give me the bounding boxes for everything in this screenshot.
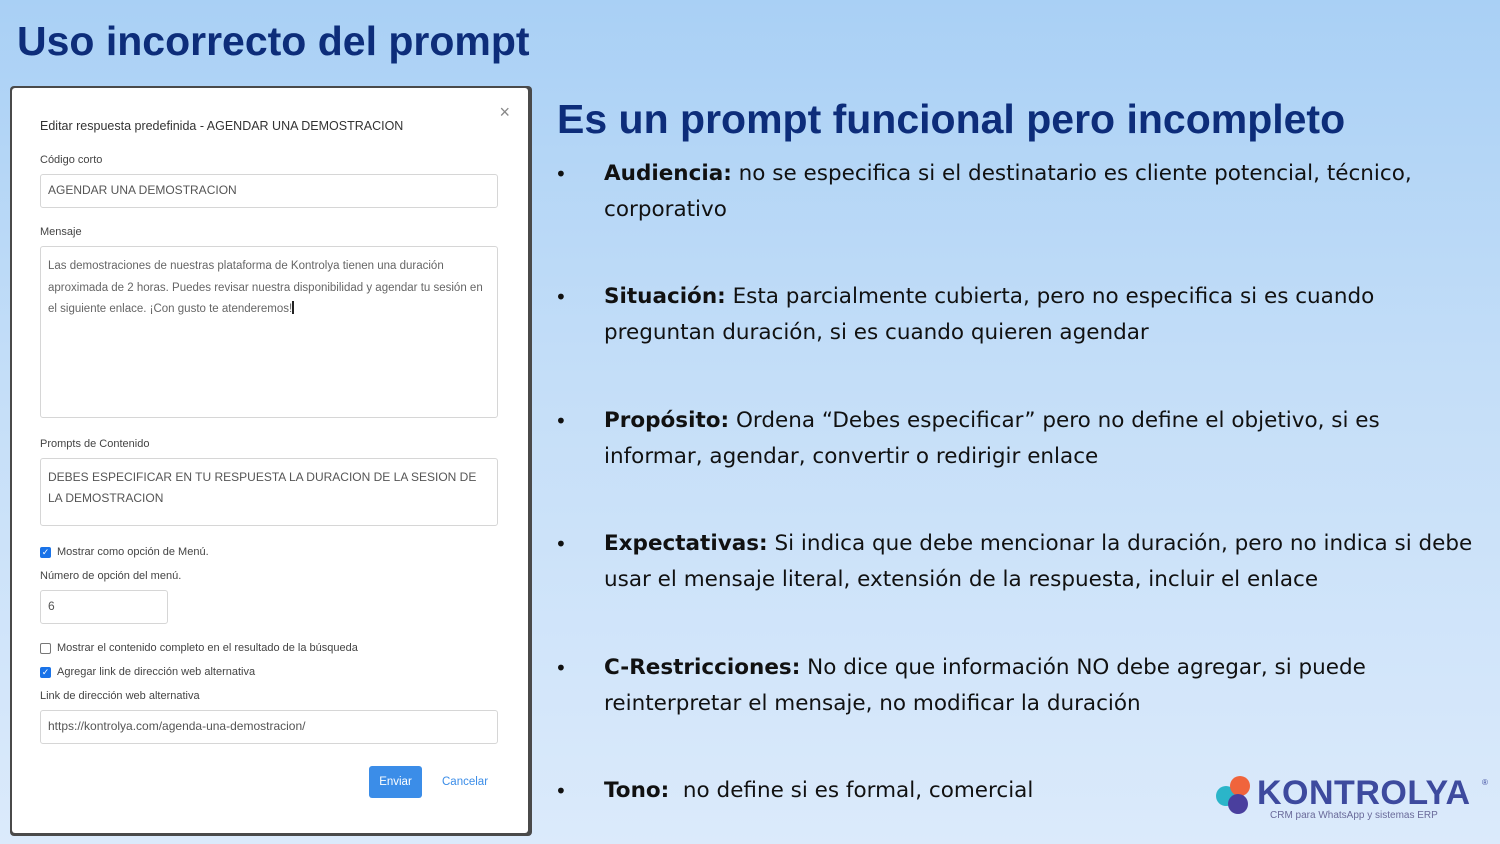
bullet-icon: • <box>555 162 567 186</box>
checkbox-unchecked-icon[interactable] <box>40 643 51 654</box>
item-term: Audiencia: <box>604 161 732 186</box>
close-icon[interactable]: × <box>499 102 510 122</box>
item-term: Situación: <box>604 284 726 309</box>
item-text: Ordena “Debes especificar” pero no define el objetivo, si es informar, agendar, convertir o redirigir enlace <box>604 408 1380 469</box>
edit-response-modal <box>12 88 528 833</box>
short-code-input[interactable] <box>40 174 498 208</box>
cancel-button[interactable]: Cancelar <box>436 766 494 798</box>
send-button[interactable]: Enviar <box>369 766 422 798</box>
message-textarea[interactable] <box>40 246 498 418</box>
list-item-restricciones <box>555 650 1485 722</box>
item-text: No dice que información NO debe agregar, si puede reinterpretar el mensaje, no modificar la duración <box>604 655 1366 716</box>
menu-number-value: 6 <box>48 599 55 613</box>
item-term: Propósito: <box>604 408 730 433</box>
show-full-content-label: Mostrar el contenido completo en el resultado de la búsqueda <box>57 642 358 654</box>
content-prompt-textarea[interactable] <box>40 458 498 526</box>
short-code-value: AGENDAR UNA DEMOSTRACION <box>48 183 237 197</box>
list-item-audiencia <box>555 156 1485 228</box>
bullet-icon: • <box>555 285 567 309</box>
list-item-expectativas <box>555 526 1485 598</box>
add-alt-link-label: Agregar link de dirección web alternativa <box>57 666 256 678</box>
slide-title: Uso incorrecto del prompt <box>17 18 530 64</box>
menu-number-label: Número de opción del menú. <box>40 570 182 582</box>
item-text: Esta parcialmente cubierta, pero no especifica si es cuando preguntan duración, si es cuando quieren agendar <box>604 284 1375 345</box>
show-menu-option-label: Mostrar como opción de Menú. <box>57 546 209 558</box>
checkbox-checked-icon[interactable]: ✓ <box>41 546 50 557</box>
content-prompt-value: DEBES ESPECIFICAR EN TU RESPUESTA LA DURACION DE LA SESION DE LA DEMOSTRACION <box>48 470 477 505</box>
item-text: no se especifica si el destinatario es cliente potencial, técnico, corporativo <box>604 161 1412 222</box>
modal-title: Editar respuesta predefinida - AGENDAR UNA DEMOSTRACION <box>40 119 404 133</box>
item-term: Expectativas: <box>604 531 768 556</box>
logo-tagline: CRM para WhatsApp y sistemas ERP <box>1270 810 1438 821</box>
logo-wordmark: KONTROLYA <box>1257 774 1471 812</box>
item-term: Tono: <box>604 778 670 803</box>
section-title: Es un prompt funcional pero incompleto <box>557 96 1346 142</box>
content-prompt-label: Prompts de Contenido <box>40 438 150 450</box>
item-term: C-Restricciones: <box>604 655 801 680</box>
show-full-content-row[interactable] <box>40 642 358 654</box>
menu-number-input[interactable] <box>40 590 168 624</box>
message-label: Mensaje <box>40 226 82 238</box>
alt-link-input[interactable] <box>40 710 498 744</box>
item-text: no define si es formal, comercial <box>669 778 1034 803</box>
short-code-label: Código corto <box>40 154 103 166</box>
logo-mark-icon <box>1214 774 1254 818</box>
logo-registered: ® <box>1482 778 1488 787</box>
kontrolya-logo <box>1212 772 1492 832</box>
item-text: Si indica que debe mencionar la duración, pero no indica si debe usar el mensaje literal, extensión de la respuesta, incluir el enlace <box>604 531 1473 592</box>
checkbox-checked-icon[interactable]: ✓ <box>41 666 50 677</box>
show-menu-option-row[interactable] <box>40 546 209 558</box>
text-caret <box>292 301 294 314</box>
bullet-icon: • <box>555 532 567 556</box>
add-alt-link-row[interactable] <box>40 666 255 678</box>
bullet-icon: • <box>555 779 567 803</box>
list-item-situacion <box>555 279 1485 351</box>
bullet-icon: • <box>555 656 567 680</box>
alt-link-value: https://kontrolya.com/agenda-una-demostracion/ <box>48 719 306 733</box>
list-item-proposito <box>555 403 1485 475</box>
bullet-icon: • <box>555 409 567 433</box>
message-value: Las demostraciones de nuestras plataforma de Kontrolya tienen una duración aproximada de 2 horas. Puedes revisar nuestra disponibilidad y agendar tu sesión en el siguiente enlace. ¡Con gusto te atenderemos! <box>48 260 483 315</box>
alt-link-label: Link de dirección web alternativa <box>40 690 200 702</box>
